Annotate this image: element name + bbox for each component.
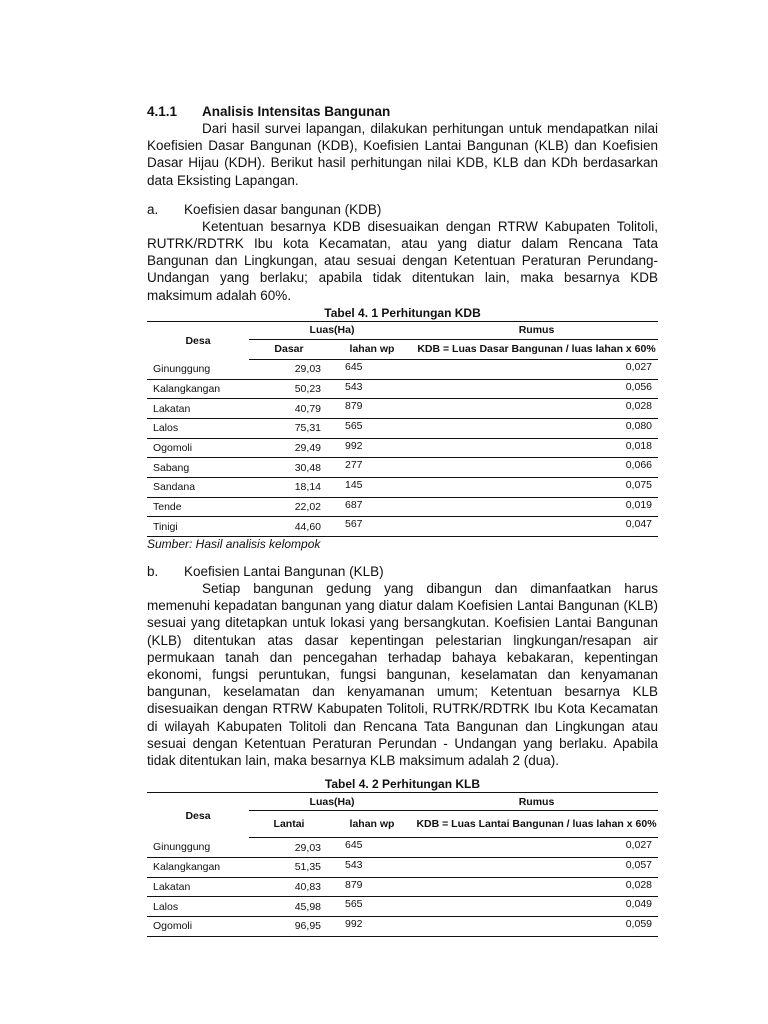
section-heading: [147, 103, 658, 120]
table-row: [147, 838, 658, 858]
luas-cell: 44,60: [249, 517, 329, 537]
desa-cell: Kalangkangan: [147, 857, 249, 877]
lahan-cell: 565: [329, 897, 415, 917]
luas-cell: 40,79: [249, 399, 329, 419]
desa-cell: Ogomoli: [147, 917, 249, 937]
klb-paragraph: Setiap bangunan gedung yang dibangun dan dimanfaatkan harus memenuhi kepadatan bangunan yang diatur dalam Koefisien Lantai Bangunan (KLB) sesuai yang ditetapkan untuk lokasi yang bersangkutan. Koefisien Lantai Bangunan (KLB) ditentukan atas dasar kepentingan pelestarian lingkungan/resapan air permukaan tanah dan pencegahan terhadap bahaya kebakaran, kepentingan ekonomi, fungsi peruntukan, fungsi bangunan, keselamatan dan kenyamanan bangunan, keselamatan dan kenyamanan umum; Ketentuan besarnya KLB disesuaikan dengan RTRW Kabupaten Tolitoli, RUTRK/RDTRK Ibu Kota Kecamatan di wilayah Kabupaten Tolitoli dan Rencana Tata Bangunan dan Lingkungan atau sesuai dengan Ketentuan Peraturan Perundan - Undangan yang berlaku. Apabila tidak ditentukan lain, maka besarnya KLB maksimum adalah 2 (dua).: [147, 581, 658, 769]
kdb-col-formula: KDB = Luas Dasar Bangunan / luas lahan x 60%: [415, 339, 658, 359]
section-title: Analisis Intensitas Bangunan: [202, 104, 391, 119]
lahan-cell: 543: [329, 857, 415, 877]
table-row: [147, 917, 658, 937]
kdb-col-desa: Desa: [185, 334, 211, 347]
desa-cell: Ginunggung: [147, 359, 249, 379]
luas-cell: 40,83: [249, 877, 329, 897]
kdb-letter: a.: [147, 201, 159, 217]
lahan-cell: 543: [329, 379, 415, 399]
klb-col-luas: Luas(Ha): [249, 793, 415, 811]
kdb-col-dasar: Dasar: [249, 339, 329, 359]
kdb-col-luas: Luas(Ha): [249, 321, 415, 339]
table-row: [147, 517, 658, 537]
luas-cell: 18,14: [249, 477, 329, 497]
value-cell: 0,066: [415, 458, 658, 478]
section-number: 4.1.1: [147, 104, 178, 119]
kdb-source: Sumber: Hasil analisis kelompok: [147, 537, 321, 552]
luas-cell: 51,35: [249, 857, 329, 877]
kdb-col-lahan: lahan wp: [329, 339, 415, 359]
desa-cell: Sandana: [147, 477, 249, 497]
document-page: [147, 103, 658, 937]
kdb-col-rumus: Rumus: [415, 321, 658, 339]
value-cell: 0,027: [415, 359, 658, 379]
klb-letter: b.: [147, 564, 159, 580]
luas-cell: 75,31: [249, 418, 329, 438]
table-row: [147, 477, 658, 497]
value-cell: 0,075: [415, 477, 658, 497]
luas-cell: 22,02: [249, 497, 329, 517]
lahan-cell: 687: [329, 497, 415, 517]
lahan-cell: 645: [329, 838, 415, 858]
desa-cell: Kalangkangan: [147, 379, 249, 399]
value-cell: 0,056: [415, 379, 658, 399]
desa-cell: Sabang: [147, 458, 249, 478]
klb-heading: [147, 563, 658, 580]
desa-cell: Tinigi: [147, 517, 249, 537]
value-cell: 0,028: [415, 877, 658, 897]
table-row: [147, 897, 658, 917]
value-cell: 0,027: [415, 838, 658, 858]
desa-cell: Lalos: [147, 897, 249, 917]
klb-title: Koefisien Lantai Bangunan (KLB): [184, 564, 384, 580]
table-row: [147, 877, 658, 897]
kdb-table-caption: Tabel 4. 1 Perhitungan KDB: [324, 305, 481, 320]
luas-cell: 50,23: [249, 379, 329, 399]
value-cell: 0,080: [415, 418, 658, 438]
lahan-cell: 567: [329, 517, 415, 537]
value-cell: 0,019: [415, 497, 658, 517]
table-row: [147, 458, 658, 478]
klb-col-formula: KDB = Luas Lantai Bangunan / luas lahan x 60%: [415, 811, 658, 838]
kdb-heading: [147, 201, 658, 218]
luas-cell: 45,98: [249, 897, 329, 917]
klb-col-rumus: Rumus: [415, 793, 658, 811]
lahan-cell: 277: [329, 458, 415, 478]
desa-cell: Tende: [147, 497, 249, 517]
kdb-title: Koefisien dasar bangunan (KDB): [184, 201, 382, 217]
intro-paragraph: Dari hasil survei lapangan, dilakukan perhitungan untuk mendapatkan nilai Koefisien Dasar Bangunan (KDB), Koefisien Lantai Bangunan (KLB) dan Koefisien Dasar Hijau (KDH). Berikut hasil perhitungan nilai KDB, KLB dan KDh berdasarkan data Eksisting Lapangan.: [147, 121, 658, 188]
desa-cell: Ogomoli: [147, 438, 249, 458]
kdb-table: [147, 321, 658, 537]
kdb-paragraph: Ketentuan besarnya KDB disesuaikan dengan RTRW Kabupaten Tolitoli, RUTRK/RDTRK Ibu kota Kecamatan, atau yang diatur dalam Rencana Tata Bangunan dan Lingkungan, atau sesuai dengan Ketentuan Peraturan Perundang-Undangan yang berlaku; apabila tidak ditentukan lain, maka besarnya KDB maksimum adalah 60%.: [147, 218, 658, 303]
luas-cell: 29,03: [249, 838, 329, 858]
lahan-cell: 992: [329, 438, 415, 458]
table-row: [147, 399, 658, 419]
lahan-cell: 879: [329, 877, 415, 897]
desa-cell: Lalos: [147, 418, 249, 438]
lahan-cell: 879: [329, 399, 415, 419]
lahan-cell: 645: [329, 359, 415, 379]
table-row: [147, 418, 658, 438]
table-row: [147, 497, 658, 517]
table-row: [147, 359, 658, 379]
lahan-cell: 145: [329, 477, 415, 497]
table-row: [147, 379, 658, 399]
value-cell: 0,059: [415, 917, 658, 937]
klb-col-lantai: Lantai: [249, 811, 329, 838]
luas-cell: 29,49: [249, 438, 329, 458]
desa-cell: Ginunggung: [147, 838, 249, 858]
luas-cell: 96,95: [249, 917, 329, 937]
klb-table: [147, 792, 658, 936]
table-row: [147, 857, 658, 877]
value-cell: 0,049: [415, 897, 658, 917]
value-cell: 0,018: [415, 438, 658, 458]
lahan-cell: 565: [329, 418, 415, 438]
klb-col-desa: Desa: [185, 809, 211, 822]
table-row: [147, 438, 658, 458]
luas-cell: 30,48: [249, 458, 329, 478]
lahan-cell: 992: [329, 917, 415, 937]
value-cell: 0,028: [415, 399, 658, 419]
luas-cell: 29,03: [249, 359, 329, 379]
klb-col-lahan: lahan wp: [329, 811, 415, 838]
klb-table-caption: Tabel 4. 2 Perhitungan KLB: [324, 777, 481, 792]
desa-cell: Lakatan: [147, 877, 249, 897]
value-cell: 0,057: [415, 857, 658, 877]
desa-cell: Lakatan: [147, 399, 249, 419]
value-cell: 0,047: [415, 517, 658, 537]
